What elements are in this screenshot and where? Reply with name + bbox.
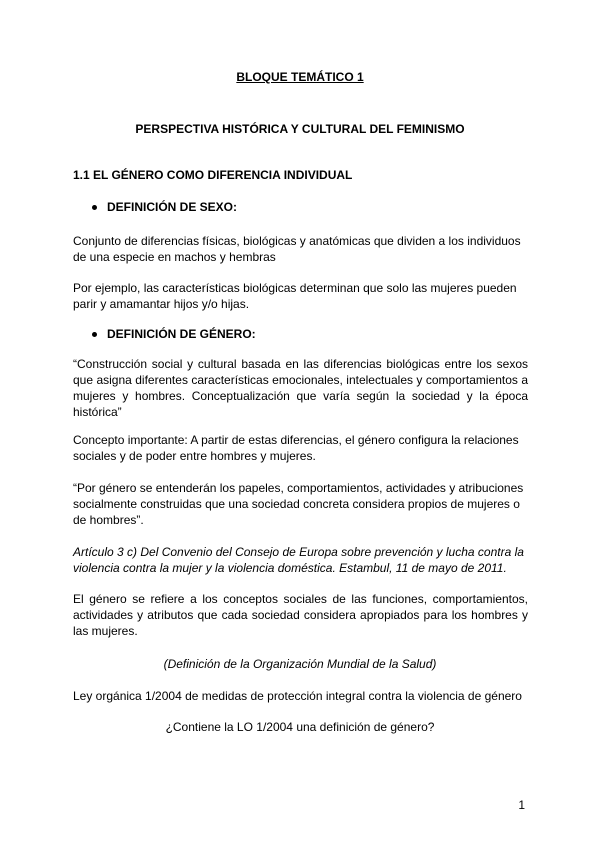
paragraph-sexo-definicion: Conjunto de diferencias físicas, biológicas y anatómicas que dividen a los individuos de una especie en machos y hembras	[73, 234, 521, 264]
paragraph-genero-definicion: “Construcción social y cultural basada en las diferencias biológicas entre los sexos que asigna diferentes características emocionales, intelectuales y comportamientos a mujeres y hombres. Conceptualización que varía según la sociedad y la época histórica”	[73, 357, 528, 419]
bullet-icon	[92, 205, 97, 210]
question-line: ¿Contiene la LO 1/2004 una definición de género?	[165, 720, 435, 734]
paragraph-definicion-oms: El género se refiere a los conceptos sociales de las funciones, comportamientos, actividades y atributos que cada sociedad considera apropiados para los hombres y las mujeres.	[73, 592, 528, 638]
paragraph-articulo-convenio: Artículo 3 c) Del Convenio del Consejo de Europa sobre prevención y lucha contra la violencia contra la mujer y la violencia doméstica. Estambul, 11 de mayo de 2011.	[73, 545, 524, 575]
bullet-label: DEFINICIÓN DE GÉNERO:	[107, 327, 256, 341]
oms-source-citation: (Definición de la Organización Mundial de la Salud)	[163, 657, 437, 671]
section-heading: 1.1 EL GÉNERO COMO DIFERENCIA INDIVIDUAL	[73, 168, 353, 182]
paragraph-concepto-importante: Concepto importante: A partir de estas diferencias, el género configura la relaciones sociales y de poder entre hombres y mujeres.	[73, 433, 519, 463]
paragraph-cita-convenio: “Por género se entenderán los papeles, comportamientos, actividades y atribuciones socialmente construidas que una sociedad concreta considera propios de mujeres o de hombres”.	[73, 481, 524, 527]
bullet-icon	[92, 332, 97, 337]
page-number: 1	[518, 798, 525, 812]
bullet-definicion-genero	[92, 327, 256, 341]
paragraph-sexo-ejemplo: Por ejemplo, las características biológicas determinan que solo las mujeres pueden parir y amamantar hijos y/o hijas.	[73, 281, 517, 311]
document-subtitle: PERSPECTIVA HISTÓRICA Y CULTURAL DEL FEMINISMO	[135, 122, 465, 136]
ley-organica-line: Ley orgánica 1/2004 de medidas de protección integral contra la violencia de género	[73, 689, 522, 703]
bullet-definicion-sexo	[92, 200, 237, 214]
bullet-label: DEFINICIÓN DE SEXO:	[107, 200, 238, 214]
block-title: BLOQUE TEMÁTICO 1	[236, 70, 364, 84]
